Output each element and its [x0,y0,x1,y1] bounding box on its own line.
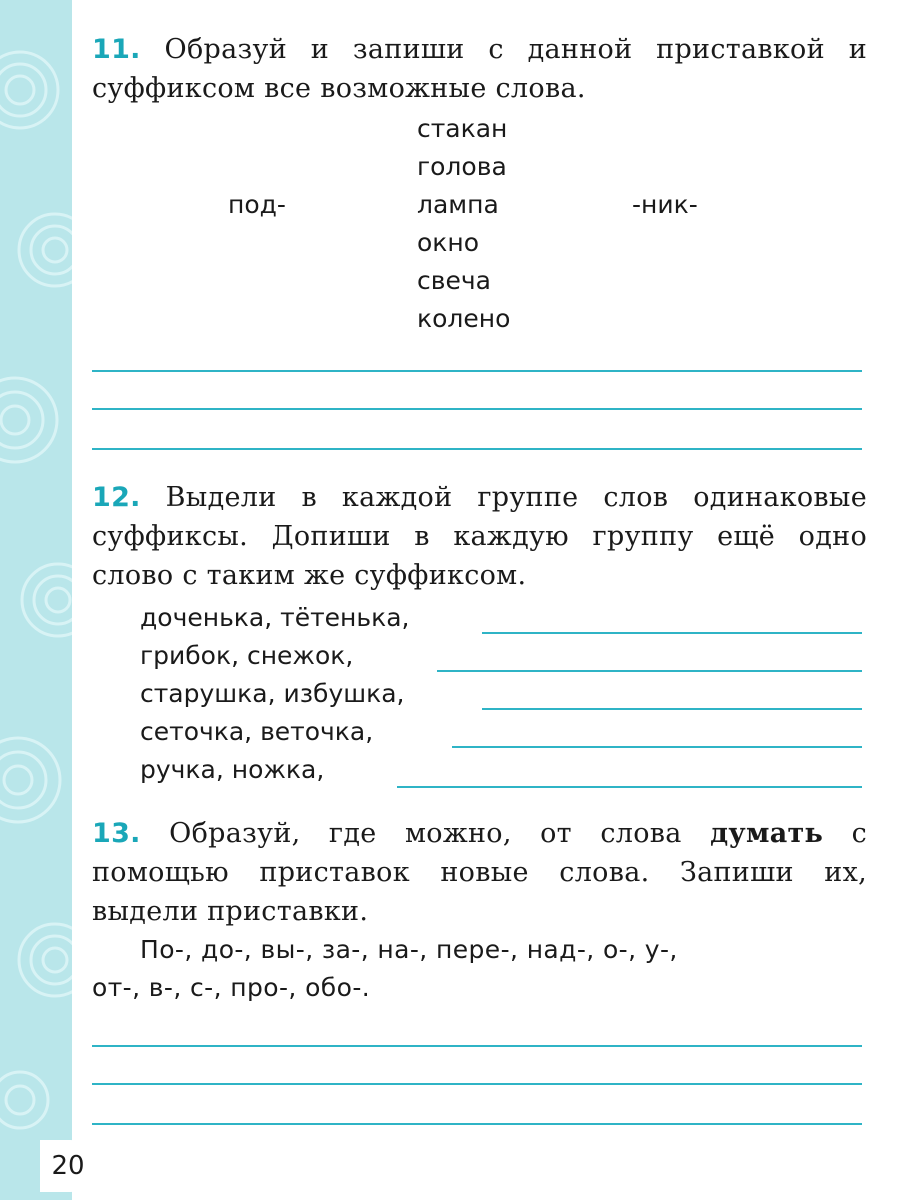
word-golova: голова [417,152,507,181]
answer-line[interactable] [482,708,862,710]
prefix-pod: под- [228,190,286,219]
word-koleno: колено [417,304,511,333]
task-11-number: 11. [92,34,141,65]
answer-line[interactable] [92,370,862,372]
word-okno: окно [417,228,480,257]
task-12-instruction [92,478,867,595]
suffix-nik: -ник- [632,190,698,219]
answer-line[interactable] [92,1123,862,1125]
group-5: ручка, ножка, [140,755,325,784]
decorative-margin [0,0,72,1200]
page-content [92,0,867,1200]
swirl-pattern [0,0,72,1200]
answer-line[interactable] [452,746,862,748]
task-12-number: 12. [92,482,141,513]
word-lampa: лампа [417,190,499,219]
answer-line[interactable] [92,448,862,450]
answer-line[interactable] [92,1083,862,1085]
answer-line[interactable] [482,632,862,634]
answer-line[interactable] [397,786,862,788]
group-3: старушка, избушка, [140,679,405,708]
answer-line[interactable] [437,670,862,672]
task-12-text: Выдели в каждой группе слов одинаковые суффиксы. Допиши в каждую группу ещё одно слово с таким же суффиксом. [92,482,867,591]
prefix-list-line-1: По-, до-, вы-, за-, на-, пере-, над-, о-, у-, [140,935,678,964]
group-2: грибок, снежок, [140,641,354,670]
task-13-text-after: с помощью приставок новые слова. Запиши их, выдели приставки. [92,818,867,927]
task-11-instruction [92,30,867,108]
prefix-list-line-2: от-, в-, с-, про-, обо-. [92,973,371,1002]
task-13-text-before: Образуй, где можно, от слова [140,818,711,849]
task-13-number: 13. [92,818,141,849]
answer-line[interactable] [92,408,862,410]
page-number: 20 [40,1140,96,1192]
task-13-instruction [92,814,867,931]
task-11-text: Образуй и запиши с данной приставкой и суффиксом все возможные слова. [92,34,867,104]
answer-line[interactable] [92,1045,862,1047]
group-1: доченька, тётенька, [140,603,410,632]
task-13-keyword: думать [710,818,824,849]
word-svecha: свеча [417,266,491,295]
word-stakan: стакан [417,114,508,143]
group-4: сеточка, веточка, [140,717,374,746]
